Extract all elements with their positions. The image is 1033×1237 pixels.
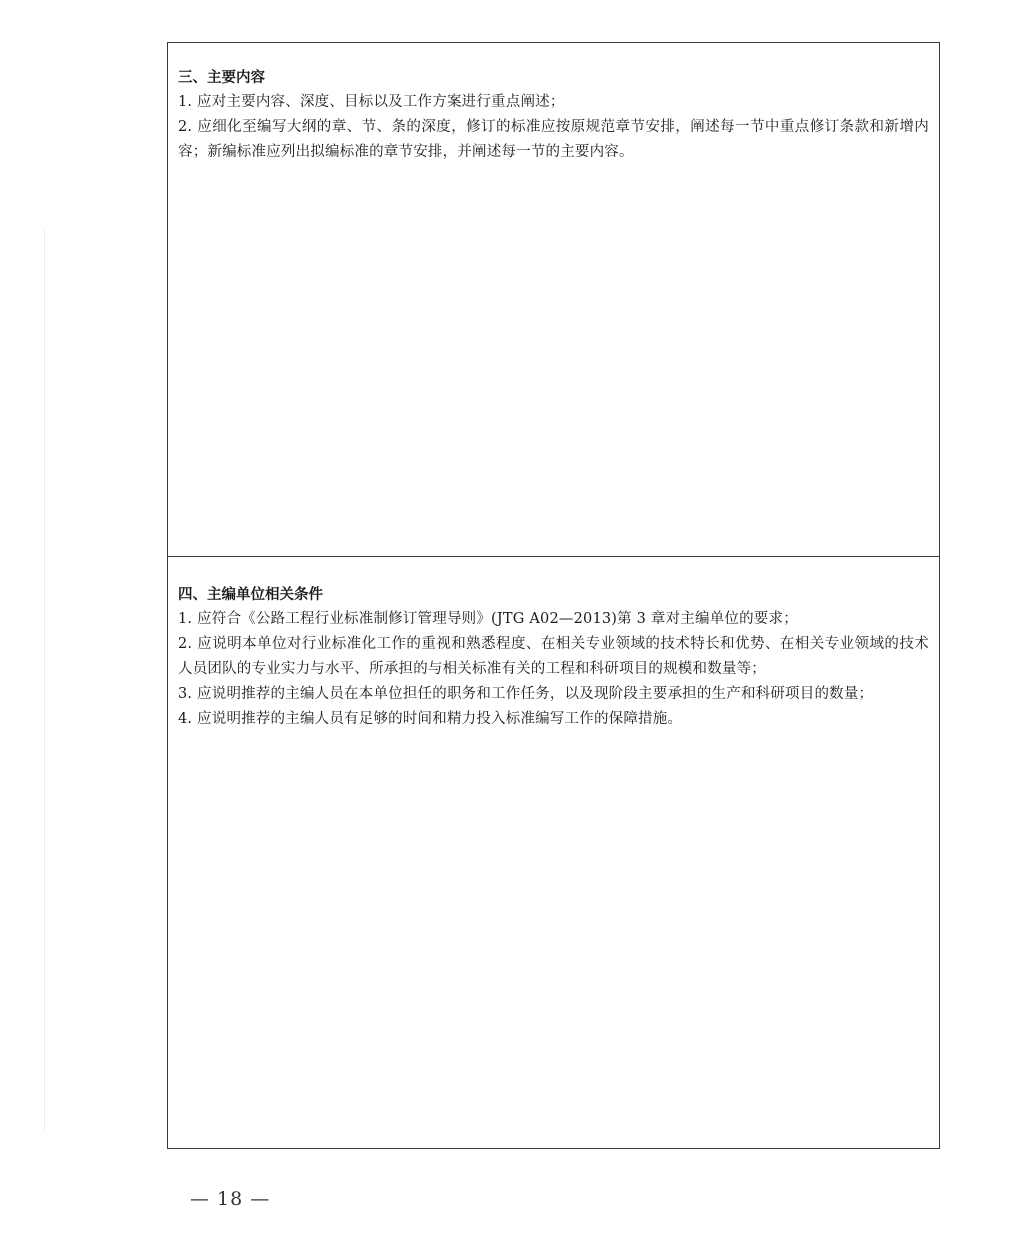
scan-edge-line	[44, 230, 45, 1130]
form-table	[167, 42, 940, 1149]
section-4-item-2: 2. 应说明本单位对行业标准化工作的重视和熟悉程度、在相关专业领域的技术特长和优势、在相关专业领域的技术人员团队的专业实力与水平、所承担的与相关标准有关的工程和科研项目的规模和数量等；	[178, 636, 929, 677]
section-chief-editor-conditions	[168, 558, 939, 1148]
section-4-item-1: 1. 应符合《公路工程行业标准制修订管理导则》(JTG A02—2013)第 3 章对主编单位的要求；	[178, 611, 798, 627]
section-3-item-1: 1. 应对主要内容、深度、目标以及工作方案进行重点阐述；	[178, 94, 565, 110]
table-row-divider	[168, 556, 939, 557]
page-number: — 18 —	[190, 1188, 271, 1210]
section-4-item-4: 4. 应说明推荐的主编人员有足够的时间和精力投入标准编写工作的保障措施。	[178, 711, 683, 727]
section-3-title: 三、主要内容	[178, 69, 265, 86]
section-main-content	[168, 43, 939, 557]
section-4-title: 四、主编单位相关条件	[178, 586, 323, 603]
section-4-item-3: 3. 应说明推荐的主编人员在本单位担任的职务和工作任务，以及现阶段主要承担的生产和科研项目的数量；	[178, 686, 874, 702]
section-3-item-2: 2. 应细化至编写大纲的章、节、条的深度，修订的标准应按原规范章节安排，阐述每一节中重点修订条款和新增内容；新编标准应列出拟编标准的章节安排，并阐述每一节的主要内容。	[178, 119, 929, 160]
